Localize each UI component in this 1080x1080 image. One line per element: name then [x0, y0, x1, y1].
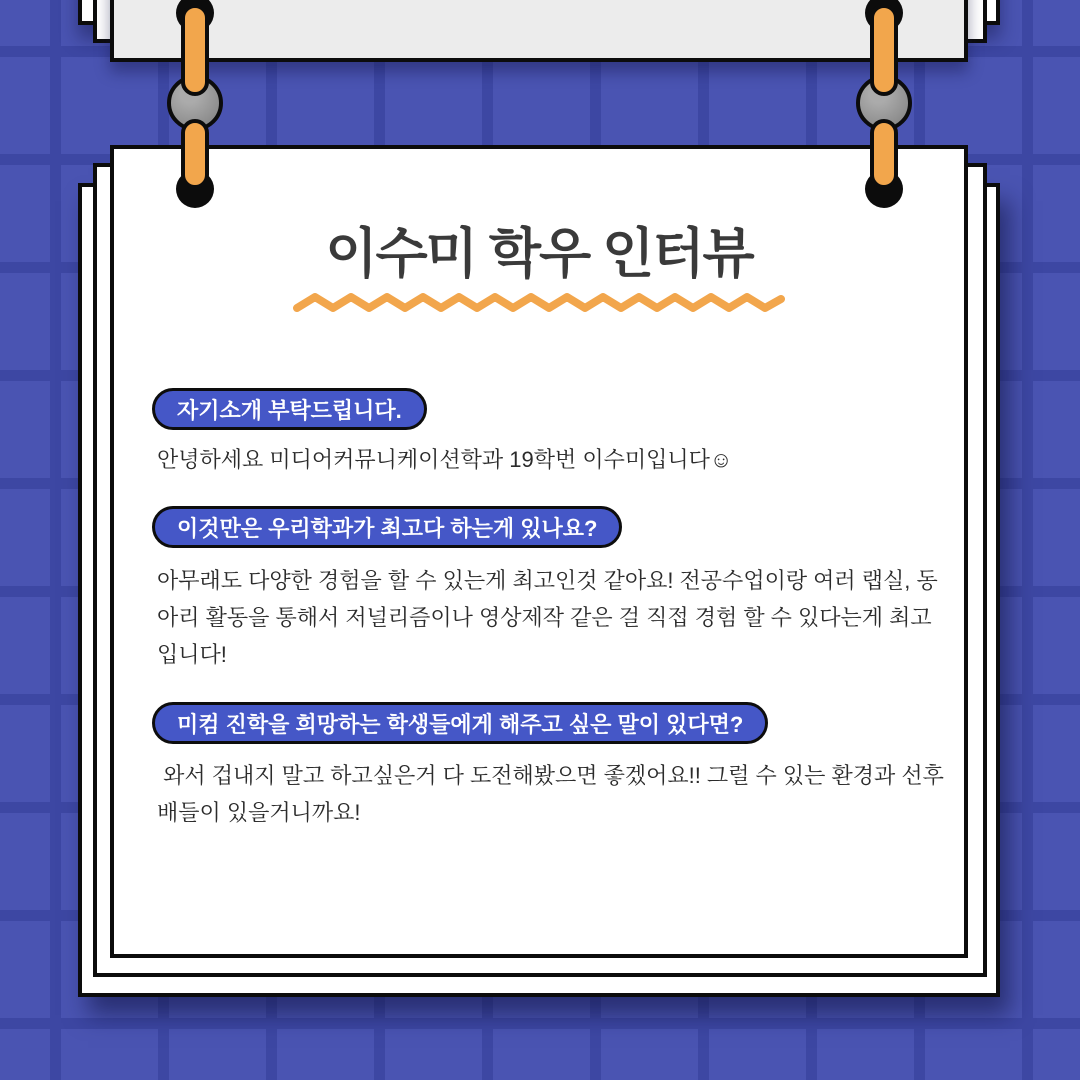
ring-rod-bottom-icon — [181, 119, 209, 189]
question-label: 이것만은 우리학과가 최고다 하는게 있나요? — [177, 515, 598, 541]
ring-rod-top-icon — [181, 4, 209, 96]
question-label: 자기소개 부탁드립니다. — [177, 397, 402, 423]
page-title: 이수미 학우 인터뷰 — [325, 224, 753, 284]
question-pill-2 — [152, 506, 622, 548]
question-pill-3 — [152, 702, 768, 744]
answer-line: 아리 활동을 통해서 저널리즘이나 영상제작 같은 걸 직접 경험 할 수 있다는게 최고 — [157, 605, 932, 630]
ring-rod-top-icon — [870, 4, 898, 96]
question-pill-1 — [152, 388, 427, 430]
answer-text-2 — [157, 562, 938, 673]
flip-page — [110, 0, 968, 62]
ring-rod-bottom-icon — [870, 119, 898, 189]
question-label: 미컴 진학을 희망하는 학생들에게 해주고 싶은 말이 있다면? — [177, 711, 744, 737]
answer-text-1 — [157, 441, 732, 478]
answer-line: 입니다! — [157, 642, 227, 667]
answer-line: 와서 겁내지 말고 하고싶은거 다 도전해봤으면 좋겠어요!! 그럴 수 있는 환경과 선후 — [157, 763, 944, 788]
wavy-underline — [293, 290, 785, 321]
answer-line: 배들이 있을거니까요! — [157, 800, 361, 825]
interview-card — [110, 145, 968, 958]
answer-line: 아무래도 다양한 경험을 할 수 있는게 최고인것 같아요! 전공수업이랑 여러 랩실, 동 — [157, 568, 938, 593]
answer-text-3 — [157, 757, 944, 831]
answer-line: 안녕하세요 미디어커뮤니케이션학과 19학번 이수미입니다☺ — [157, 447, 733, 472]
